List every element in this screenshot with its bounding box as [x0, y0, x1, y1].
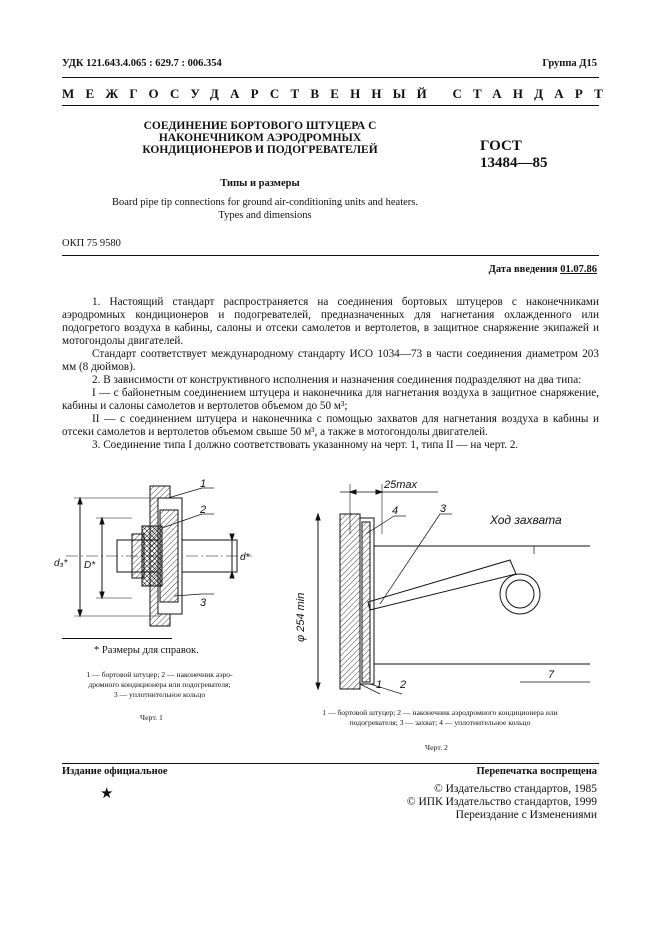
- figure-2-caption: Черт. 2: [425, 743, 448, 752]
- dim-phi-254-label: φ 254 min: [295, 592, 307, 642]
- grip-travel-label: Ход захвата: [490, 513, 562, 527]
- dim-7-label: 7: [548, 669, 555, 681]
- copyright-block: [407, 783, 597, 822]
- title-line-3: КОНДИЦИОНЕРОВ И ПОДОГРЕВАТЕЛЕЙ: [142, 144, 378, 156]
- callout-3-clamp: 3: [440, 503, 447, 515]
- figure-2-legend-line-2: подогревателя; 3 — захват; 4 — уплотнительное кольцо: [349, 718, 531, 727]
- intro-date-label: Дата введения: [488, 264, 558, 275]
- paragraph-5: II — с соединением штуцера и наконечника с помощью захватов для нагнетания воздуха в кабины и отсеки самолетов и вертолетов объемом свыше 50 м³, а также в мотогондолы двигателей.: [62, 413, 599, 438]
- document-title: [110, 120, 410, 156]
- english-title: [70, 196, 460, 222]
- official-edition: Издание официальное: [62, 766, 168, 777]
- callout-4: 4: [392, 505, 399, 517]
- figure-1-legend-line-2: дромного кондиционера или подогревателя;: [88, 680, 231, 689]
- copyright-line-2: © ИПК Издательство стандартов, 1999: [406, 796, 597, 808]
- callout-3: 3: [200, 597, 207, 609]
- english-title-line-2: Types and dimensions: [218, 210, 312, 221]
- okp-rule: [62, 255, 599, 256]
- gost-label: ГОСТ: [480, 138, 522, 154]
- dim-d3-label: d₃*: [54, 558, 68, 569]
- footnote-rule: [62, 638, 172, 639]
- copyright-line-1: © Издательство стандартов, 1985: [433, 783, 597, 795]
- title-line-1: СОЕДИНЕНИЕ БОРТОВОГО ШТУЦЕРА С: [143, 120, 377, 132]
- paragraph-6: 3. Соединение типа I должно соответствовать указанному на черт. 1, типа II — на черт. 2.: [92, 439, 519, 451]
- gost-number: 13484—85: [480, 155, 548, 171]
- figure-1-legend: [62, 670, 257, 700]
- reference-note: * Размеры для справок.: [94, 645, 199, 656]
- callout-2: 2: [200, 504, 207, 516]
- figure-2-legend-line-1: 1 — бортовой штуцер; 2 — наконечник аэродромного кондиционера или: [322, 708, 558, 717]
- standard-banner: МЕЖГОСУДАРСТВЕННЫЙ СТАНДАРТ: [62, 86, 615, 101]
- title-line-2: НАКОНЕЧНИКОМ АЭРОДРОМНЫХ: [158, 132, 362, 144]
- group-code: Группа Д15: [542, 58, 597, 69]
- figure-1-caption: Черт. 1: [140, 713, 163, 722]
- paragraph-2: Стандарт соответствует международному стандарту ИСО 1034—73 в части соединения диаметром 203 мм (8 дюймов).: [62, 348, 599, 373]
- figure-1-legend-line-3: 3 — уплотнительное кольцо: [113, 690, 206, 699]
- reprint-prohibited: Перепечатка воспрещена: [476, 766, 597, 777]
- callout-2-tip: 2: [400, 679, 407, 691]
- body-text: [62, 296, 599, 452]
- document-subtitle: Типы и размеры: [220, 178, 300, 189]
- figure-2-drawing: [290, 474, 610, 704]
- figure-2-legend: [280, 708, 600, 728]
- paragraph-1: 1. Настоящий стандарт распространяется на соединения бортовых штуцеров с наконечниками аэродромных кондиционеров и подогревателей, предназначенных для нагнетания охлажденного или подогретого воздуха в кабины, салоны и отсеки самолетов и вертолетов, в защитное снаряжение экипажей и мотогондолы двигателей.: [62, 296, 599, 347]
- dim-D-label: D*: [84, 560, 96, 571]
- star-icon: ★: [100, 786, 114, 802]
- footer-rule: [62, 763, 599, 764]
- paragraph-3: 2. В зависимости от конструктивного исполнения и назначения соединения подразделяют на два типа:: [92, 374, 582, 386]
- callout-1-nozzle: 1: [376, 679, 383, 691]
- intro-date-value: 01.07.86: [560, 264, 597, 275]
- header-rule-bottom: [62, 105, 599, 106]
- gost-number-block: [480, 138, 590, 172]
- figure-1-legend-line-1: 1 — бортовой штуцер; 2 — наконечник аэро-: [86, 670, 233, 679]
- intro-date: [489, 264, 597, 275]
- dim-d-label: d*: [240, 552, 250, 563]
- udk-code: УДК 121.643.4.065 : 629.7 : 006.354: [62, 58, 222, 69]
- copyright-line-3: Переиздание с Изменениями: [455, 809, 597, 821]
- english-title-line-1: Board pipe tip connections for ground air-conditioning units and heaters.: [112, 197, 418, 208]
- header-rule-top: [62, 77, 599, 78]
- dim-25max-label: 25max: [384, 479, 418, 491]
- callout-1: 1: [200, 478, 207, 490]
- paragraph-4: I — с байонетным соединением штуцера и наконечника для нагнетания воздуха в защитное снаряжение, кабины и салоны самолетов и вертолетов объемом до 50 м³;: [62, 387, 599, 412]
- figure-1-drawing: [54, 476, 257, 636]
- okp-code: ОКП 75 9580: [62, 238, 121, 249]
